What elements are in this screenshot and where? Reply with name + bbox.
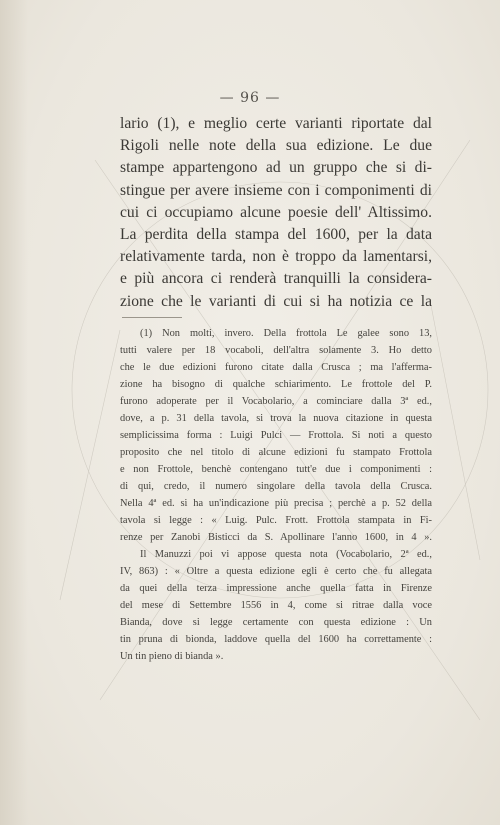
footnote-line: di qui, credo, il numero singolare della tavola della Crusca. bbox=[120, 481, 432, 492]
footnote-line: zione ha bisogno di qualche schiarimento. Le frottole del P. bbox=[120, 379, 432, 390]
footnote-line: Bianda, dove si legge certamente con questa edizione : Un bbox=[120, 617, 432, 628]
footnote-line: furono adoperate per il Vocabolario, a cominciare dalla 3ª ed., bbox=[120, 396, 432, 407]
footnote-line: Nella 4ª ed. si ha un'indicazione più precisa ; perchè a p. 52 della bbox=[120, 498, 432, 509]
footnote bbox=[120, 325, 432, 665]
page-edge-shadow bbox=[0, 0, 28, 825]
footnote-line: Il Manuzzi poi vi appose questa nota (Vocabolario, 2ª ed., bbox=[140, 549, 432, 560]
footnote-line: del mese di Settembre 1556 in 4, come si ritrae dalla voce bbox=[120, 600, 432, 611]
footnote-line: tutti valere per 18 vocaboli, dell'altra solamente 3. Ho detto bbox=[120, 345, 432, 356]
footnote-line: Un tin pieno di bianda ». bbox=[120, 651, 224, 662]
body-line: e più ancora ci renderà tranquilli la considera- bbox=[120, 270, 432, 288]
footnote-line: IV, 863) : « Oltre a questa edizione egli è certo che fu allegata bbox=[120, 566, 432, 577]
footnote-line: da quei della terza impressione anche quella fatta in Firenze bbox=[120, 583, 432, 594]
footnote-line: semplicissima forma : Luigi Pulci — Frottola. Si noti a questo bbox=[120, 430, 432, 441]
body-paragraph bbox=[120, 113, 432, 313]
footnote-line: e non Frottole, benchè contengano tutt'e due i componimenti : bbox=[120, 464, 432, 475]
body-line: relativamente tarda, non è troppo da lamentarsi, bbox=[120, 248, 432, 266]
body-line: cui ci occupiamo alcune poesie dell' Altissimo. bbox=[120, 203, 432, 221]
body-line: stingue per avere insieme con i componimenti di bbox=[120, 181, 432, 199]
footnote-line: proposito che nel titolo di alcune edizioni fu stampato Frottola bbox=[120, 447, 432, 458]
footnote-line: tavola si legge : « Luig. Pulc. Frott. Frottola stampata in Fi- bbox=[120, 515, 432, 526]
body-line: Rigoli nelle note della sua edizione. Le due bbox=[120, 137, 432, 155]
body-line: La perdita della stampa del 1600, per la data bbox=[120, 226, 432, 244]
body-line: lario (1), e meglio certe varianti riportate dal bbox=[120, 115, 432, 132]
footnote-line: dove, a p. 31 della tavola, si trova la nuova citazione in questa bbox=[120, 413, 432, 424]
footnote-separator bbox=[122, 317, 182, 318]
page-number: — 96 — bbox=[219, 90, 281, 106]
body-line: zione che le varianti di cui si ha notizia ce la bbox=[120, 292, 432, 310]
body-line: stampe appartengono ad un gruppo che si di- bbox=[120, 159, 432, 177]
footnote-line: renze per Zanobi Bisticci da S. Apollinare l'anno 1600, in 4 ». bbox=[120, 532, 432, 543]
footnote-line: che le due edizioni furono citate dalla Crusca ; ma l'afferma- bbox=[120, 362, 432, 373]
footnote-line: (1) Non molti, invero. Della frottola Le galee sono 13, bbox=[140, 328, 432, 339]
footnote-line: tin pruna di bionda, laddove quella del 1600 ha correttamente : bbox=[120, 634, 432, 645]
